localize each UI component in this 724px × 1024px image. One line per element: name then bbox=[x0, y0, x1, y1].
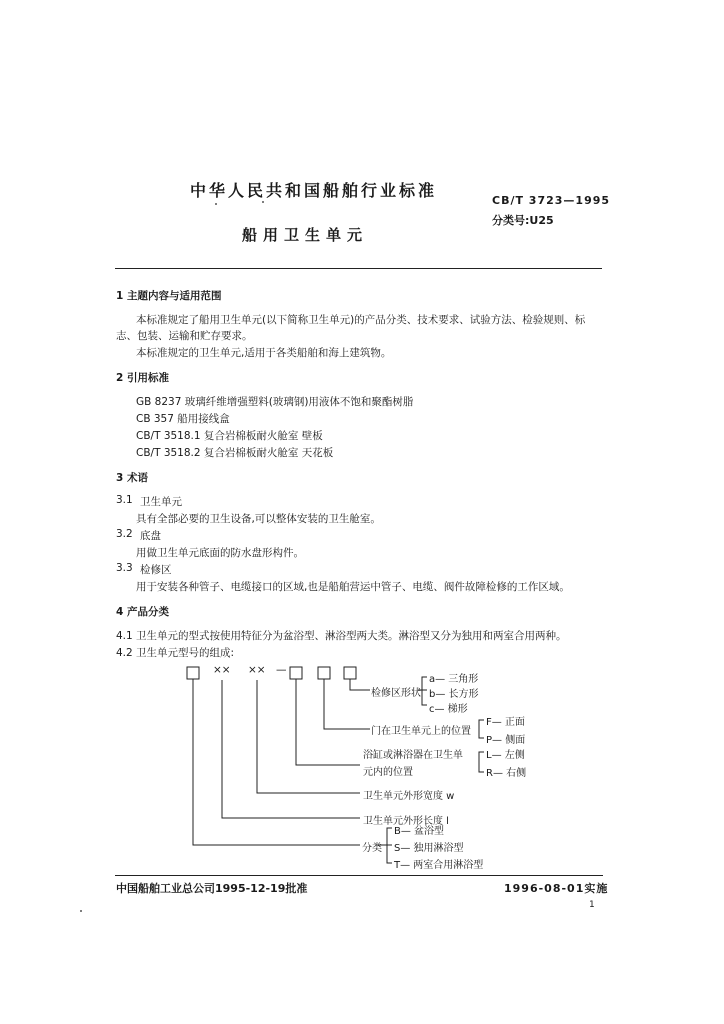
length-placeholder: ×× bbox=[213, 664, 231, 676]
page-number: 1 bbox=[589, 900, 595, 910]
door-position-label: 门在卫生单元上的位置 bbox=[371, 726, 471, 737]
model-dash: — bbox=[276, 664, 287, 676]
reference-item: GB 8237 玻璃纤维增强塑料(玻璃钢)用液体不饱和聚酯树脂 bbox=[136, 396, 414, 408]
approval-date: 中国船舶工业总公司1995-12-19批准 bbox=[116, 882, 308, 895]
section-1-para-1-line-2: 志、包装、运输和贮存要求。 bbox=[116, 330, 253, 342]
section-4-item-1: 4.1 卫生单元的型式按使用特征分为盆浴型、淋浴型两大类。淋浴型又分为独用和两室合用两种。 bbox=[116, 630, 567, 642]
section-2-heading: 2 引用标准 bbox=[116, 372, 169, 384]
length-label: 卫生单元外形长度 l bbox=[363, 816, 449, 827]
scan-speck bbox=[80, 910, 82, 912]
door-option: P— 侧面 bbox=[486, 735, 526, 746]
type-option: B— 盆浴型 bbox=[394, 826, 445, 837]
term-number: 3.2 bbox=[116, 528, 133, 540]
term-number: 3.1 bbox=[116, 494, 133, 506]
shape-box bbox=[344, 667, 356, 679]
term-definition: 用做卫生单元底面的防水盘形构件。 bbox=[136, 547, 304, 559]
implementation-date: 1996-08-01实施 bbox=[504, 882, 609, 895]
standard-title: 中华人民共和国船舶行业标准 bbox=[190, 181, 438, 200]
bath-option: R— 右侧 bbox=[486, 768, 527, 779]
document-title: 船用卫生单元 bbox=[242, 226, 369, 244]
bath-position-box bbox=[290, 667, 302, 679]
section-4-heading: 4 产品分类 bbox=[116, 606, 169, 618]
section-1-heading: 1 主题内容与适用范围 bbox=[116, 290, 222, 302]
section-1-para-2: 本标准规定的卫生单元,适用于各类船舶和海上建筑物。 bbox=[136, 347, 392, 359]
term-definition: 具有全部必要的卫生设备,可以整体安装的卫生舱室。 bbox=[136, 513, 381, 525]
bath-position-label-line-1: 浴缸或淋浴器在卫生单 bbox=[363, 750, 463, 761]
classification-number: 分类号:U25 bbox=[492, 214, 554, 227]
standard-code: CB/T 3723—1995 bbox=[492, 194, 611, 207]
width-placeholder: ×× bbox=[248, 664, 266, 676]
bath-position-label-line-2: 元内的位置 bbox=[363, 767, 413, 778]
scan-speck bbox=[262, 201, 264, 203]
term-name: 卫生单元 bbox=[140, 496, 182, 508]
type-box bbox=[187, 667, 199, 679]
section-1-para-1-line-1: 本标准规定了船用卫生单元(以下简称卫生单元)的产品分类、技术要求、试验方法、检验规则、标 bbox=[136, 314, 586, 326]
scan-speck bbox=[215, 203, 217, 205]
term-definition: 用于安装各种管子、电缆接口的区域,也是船舶营运中管子、电缆、阀件故障检修的工作区域。 bbox=[136, 581, 570, 593]
term-name: 底盘 bbox=[140, 530, 161, 542]
reference-item: CB/T 3518.2 复合岩棉板耐火舱室 天花板 bbox=[136, 447, 334, 459]
shape-label: 检修区形状 bbox=[371, 688, 421, 699]
term-number: 3.3 bbox=[116, 562, 133, 574]
section-4-item-2: 4.2 卫生单元型号的组成: bbox=[116, 647, 235, 659]
shape-option: b— 长方形 bbox=[429, 689, 479, 700]
shape-option: c— 梯形 bbox=[429, 704, 468, 715]
section-3-heading: 3 术语 bbox=[116, 472, 148, 484]
door-position-box bbox=[318, 667, 330, 679]
type-option: T— 两室合用淋浴型 bbox=[394, 860, 484, 871]
reference-item: CB/T 3518.1 复合岩棉板耐火舱室 壁板 bbox=[136, 430, 323, 442]
bath-option: L— 左侧 bbox=[486, 750, 525, 761]
term-name: 检修区 bbox=[140, 564, 172, 576]
shape-option: a— 三角形 bbox=[429, 674, 479, 685]
footer-rule bbox=[115, 875, 603, 876]
type-label: 分类 bbox=[362, 843, 382, 854]
door-option: F— 正面 bbox=[486, 717, 525, 728]
width-label: 卫生单元外形宽度 w bbox=[363, 791, 455, 802]
reference-item: CB 357 船用接线盒 bbox=[136, 413, 230, 425]
type-option: S— 独用淋浴型 bbox=[394, 843, 464, 854]
